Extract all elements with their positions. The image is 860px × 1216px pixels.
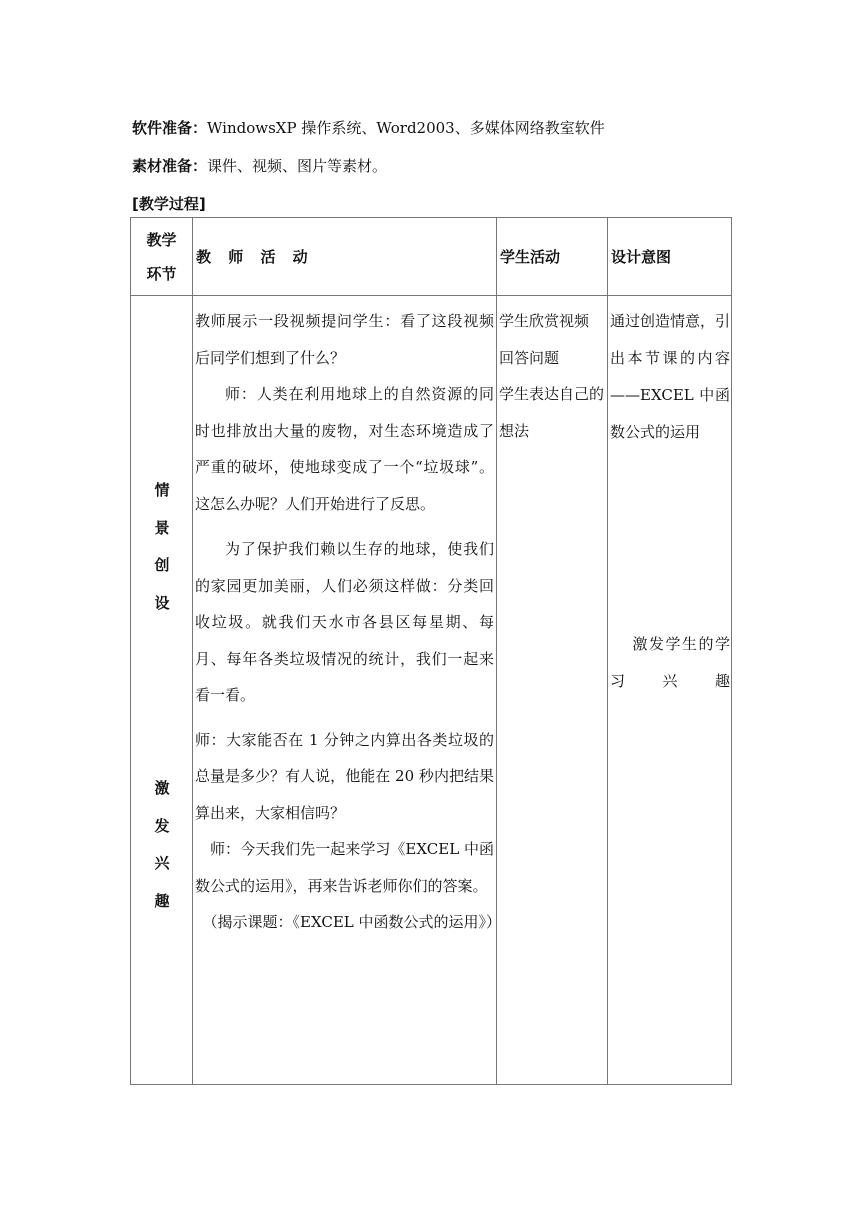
- material-prep-label: 素材准备：: [132, 157, 208, 175]
- stage-char: 创: [154, 556, 170, 574]
- software-prep-line: [132, 117, 605, 139]
- header-teacher: 教 师 活 动: [193, 218, 497, 296]
- stage-label-interest: [131, 770, 193, 920]
- stage-char: 激: [154, 779, 170, 797]
- software-prep-label: 软件准备：: [132, 119, 208, 137]
- stage-cell: [131, 296, 193, 1085]
- table-header-row: [131, 218, 732, 296]
- stage-char: 景: [154, 518, 170, 537]
- material-prep-text: 课件、视频、图片等素材。: [207, 157, 388, 175]
- header-stage-line2: 环节: [146, 264, 177, 283]
- design-text-2: 激发学生的学习兴趣: [610, 635, 730, 690]
- teacher-paragraph: 师：今天我们先一起来学习《EXCEL 中函数公式的运用》，再来告诉老师你们的答案。: [195, 840, 494, 895]
- teacher-paragraph: 师：人类在利用地球上的自然资源的同时也排放出大量的废物，对生态环境造成了严重的破坏，使地球变成了一个“垃圾球”。这怎么办呢？人们开始进行了反思。: [195, 385, 494, 513]
- stage-label-situation: [131, 472, 193, 622]
- process-title: [教学过程]: [132, 195, 206, 213]
- lesson-table: [130, 217, 732, 1085]
- student-line: 学生欣赏视频: [499, 312, 590, 330]
- stage-char: 设: [154, 593, 170, 612]
- teacher-paragraph: 师：大家能否在 1 分钟之内算出各类垃圾的总量是多少？有人说，他能在 20 秒内把结果算出来，大家相信吗？: [195, 730, 494, 822]
- software-prep-text: WindowsXP 操作系统、Word2003、多媒体网络教室软件: [207, 119, 605, 137]
- header-stage: [131, 218, 193, 296]
- stage-char: 趣: [154, 891, 170, 910]
- student-line: 回答问题: [499, 348, 560, 367]
- design-text-2-wrap: [610, 626, 730, 700]
- header-stage-line1: 教学: [146, 230, 177, 249]
- teacher-paragraph: （揭示课题：《EXCEL 中函数公式的运用》）: [202, 913, 502, 931]
- student-line: 学生表达自己的想法: [499, 385, 605, 440]
- header-student: 学生活动: [497, 218, 608, 296]
- stage-char: 发: [154, 816, 170, 835]
- stage-char: 情: [154, 481, 170, 499]
- design-intent-cell: [608, 296, 732, 1085]
- material-prep-line: [132, 155, 387, 177]
- header-design: 设计意图: [608, 218, 732, 296]
- stage-char: 兴: [154, 854, 170, 872]
- teacher-paragraph: 教师展示一段视频提问学生：看了这段视频后同学们想到了什么？: [195, 312, 494, 367]
- teacher-paragraph: 为了保护我们赖以生存的地球，使我们的家园更加美丽，人们必须这样做：分类回收垃圾。就我们天水市各县区每星期、每月、每年各类垃圾情况的统计，我们一起来看一看。: [195, 540, 494, 704]
- teacher-activity-cell: [193, 296, 502, 1085]
- table-row: [131, 296, 732, 1085]
- student-activity-cell: [497, 296, 608, 1085]
- design-text-1: 通过创造情意，引出本节课的内容——EXCEL 中函数公式的运用: [610, 312, 731, 441]
